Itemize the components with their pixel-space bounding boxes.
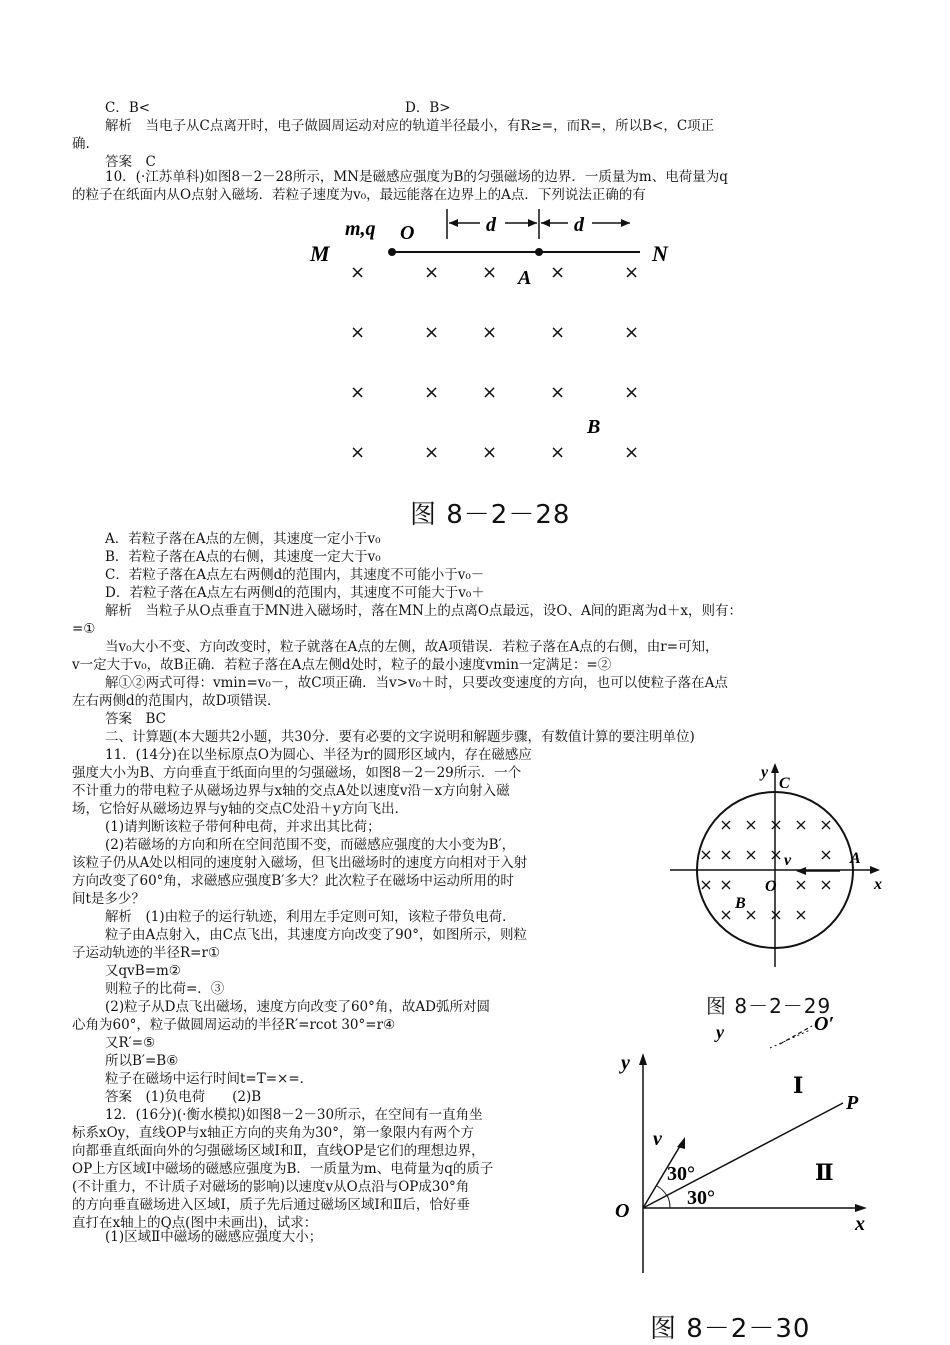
label-angle-30-lower: 30° <box>687 1187 715 1209</box>
field-cross: × <box>482 442 498 463</box>
field-cross: × <box>624 262 640 283</box>
q10-analysis-line: 当v₀大小不变、方向改变时，粒子就落在A点的左侧，故A项错误．若粒子落在A点的右侧，由r=可知， <box>105 639 719 655</box>
q11-stem-line: 11．(14分)在以坐标原点O为圆心、半径为r的圆形区域内，存在磁感应 <box>105 747 532 763</box>
q11-stem-line: 强度大小为B、方向垂直于纸面向里的匀强磁场，如图8－2－29所示．一个 <box>72 765 522 781</box>
field-cross: × <box>424 442 440 463</box>
label-c: C <box>779 775 790 792</box>
label-p: P <box>846 1092 859 1114</box>
q9-option-d: D．B> <box>405 100 451 116</box>
q12-stem-line: 向都垂直纸面向外的匀强磁场区域Ⅰ和Ⅱ，直线OP是它们的理想边界， <box>72 1143 485 1159</box>
field-cross: × <box>424 262 440 283</box>
point-a-dot <box>535 248 543 256</box>
q11-solution-line: (2)粒子从D点飞出磁场，速度方向改变了60°角，故AD弧所对圆 <box>105 999 490 1015</box>
q12-stem-line: 直打在x轴上的Q点(图中未画出)，试求： <box>72 1215 318 1231</box>
field-cross: × <box>624 382 640 403</box>
q12-stem-line: (不计重力，不计质子对磁场的影响)以速度v从O点沿与OP成30°角 <box>72 1179 470 1195</box>
q11-solution-line: 又qvB=m② <box>105 963 181 979</box>
q9-analysis-line: 确. <box>72 136 90 152</box>
q10-option-b: B．若粒子落在A点的右侧，其速度一定大于v₀ <box>105 549 381 565</box>
figure-caption: 图 8－2－28 <box>410 500 571 530</box>
figure-partial-strip <box>710 1008 860 1048</box>
q10-analysis-line: 解①②两式可得：vmin=v₀－，故C项正确．当v>v₀＋时，只要改变速度的方向，也可以使粒子落在A点 <box>105 675 728 691</box>
q10-answer: 答案 BC <box>105 711 167 727</box>
velocity-arrow <box>796 867 806 875</box>
field-cross: × <box>624 442 640 463</box>
figure-caption-partial: 图 8－2－29 <box>706 994 832 1018</box>
label-a: A <box>518 267 532 289</box>
q12-stem-line: 12．(16分)(·衡水模拟)如图8－2－30所示，在空间有一直角坐 <box>105 1107 483 1123</box>
field-cross: × <box>550 442 566 463</box>
label-y: y <box>621 1052 630 1074</box>
q10-analysis-line: 解析 当粒子从O点垂直于MN进入磁场时，落在MN上的点离O点最远，设O、A间的距离为d＋x，则有： <box>105 603 742 619</box>
q10-stem-line: 的粒子在纸面内从O点射入磁场．若粒子速度为v₀，最远能落在边界上的A点．下列说法正确的有 <box>72 187 646 203</box>
q11-stem-line: 场，它恰好从磁场边界与y轴的交点C处沿＋y方向飞出． <box>72 801 409 817</box>
field-cross: × <box>482 262 498 283</box>
q10-option-c: C．若粒子落在A点左右两侧d的范围内，其速度不可能小于v₀－ <box>105 567 485 583</box>
line-op <box>643 1103 843 1208</box>
q11-stem-line: (2)若磁场的方向和所在空间范围不变，而磁感应强度的大小变为B′， <box>105 837 516 853</box>
figure-8-2-28 <box>300 205 700 470</box>
field-cross: × <box>350 382 366 403</box>
q11-stem-line: (1)请判断该粒子带何种电荷，并求出其比荷； <box>105 819 381 835</box>
q10-analysis-line: v一定大于v₀，故B正确．若粒子落在A点左侧d处时，粒子的最小速度vmin一定满足：=② <box>72 657 612 673</box>
label-angle-30-upper: 30° <box>667 1163 695 1185</box>
label-y: y <box>761 764 769 781</box>
label-b: B <box>735 895 746 912</box>
label-o-prime: O′ <box>814 1013 835 1035</box>
label-v: v <box>784 852 792 869</box>
q10-analysis-line: =① <box>72 621 96 637</box>
q11-solution-line: 子运动轨迹的半径R=r① <box>72 945 221 961</box>
q9-analysis-line: 解析 当电子从C点离开时，电子做圆周运动对应的轨道半径最小，有R≥=，而R=，所以B<，C项正 <box>105 118 715 134</box>
label-a: A <box>850 850 861 867</box>
label-m: M <box>310 241 330 266</box>
label-v: v <box>653 1128 662 1150</box>
field-cross: × <box>550 262 566 283</box>
q11-stem-line: 间t是多少？ <box>72 891 145 907</box>
field-cross: × <box>350 442 366 463</box>
label-mq: m,q <box>345 218 376 240</box>
label-b: B <box>587 416 601 438</box>
figure-8-2-29 <box>660 755 900 970</box>
figure-caption: 图 8－2－30 <box>650 1314 811 1344</box>
field-cross: × <box>350 322 366 343</box>
label-o: O <box>765 878 777 895</box>
label-x: x <box>874 876 882 893</box>
q10-option-a: A．若粒子落在A点的左侧，其速度一定小于v₀ <box>105 531 381 547</box>
field-cross: × <box>424 322 440 343</box>
q11-stem-line: 方向改变了60°角，求磁感应强度B′多大？此次粒子在磁场中运动所用的时 <box>72 873 514 889</box>
label-region-i: Ⅰ <box>793 1073 804 1099</box>
q10-option-d: D．若粒子落在A点左右两侧d的范围内，其速度不可能大于v₀＋ <box>105 585 485 601</box>
section-heading: 二、计算题(本大题共2小题，共30分．要有必要的文字说明和解题步骤，有数值计算的要注明单位) <box>105 729 695 745</box>
q11-stem-line: 不计重力的带电粒子从磁场边界与x轴的交点A处以速度v沿－x方向射入磁 <box>72 783 510 799</box>
label-y-partial: y <box>716 1022 724 1042</box>
q11-solution-line: 则粒子的比荷=．③ <box>105 981 225 997</box>
q10-stem-line: 10．(·江苏单科)如图8－2－28所示，MN是磁感应强度为B的匀强磁场的边界．一质量为m、电荷量为q <box>105 169 728 185</box>
q10-analysis-line: 左右两侧d的范围内，故D项错误． <box>72 693 281 709</box>
q11-solution-line: 解析 (1)由粒子的运行轨迹，利用左手定则可知，该粒子带负电荷． <box>105 909 516 925</box>
figure-8-2-30 <box>605 1045 885 1280</box>
point-o-dot <box>388 248 396 256</box>
q11-solution-line: 又R′=⑤ <box>105 1035 156 1051</box>
q9-option-c: C．B< <box>105 100 151 116</box>
label-o: O <box>615 1200 630 1222</box>
field-cross: × <box>482 322 498 343</box>
field-cross: × <box>550 382 566 403</box>
q12-stem-line: 标系xOy，直线OP与x轴正方向的夹角为30°，第一象限内有两个方 <box>72 1125 474 1141</box>
q11-answer: 答案 (1)负电荷 (2)B <box>105 1089 262 1105</box>
field-cross: × <box>624 322 640 343</box>
q11-solution-line: 粒子由A点射入，由C点飞出，其速度方向改变了90°，如图所示，则粒 <box>105 927 528 943</box>
field-cross: × <box>482 382 498 403</box>
label-d-left: d <box>486 214 496 236</box>
field-cross: × <box>550 322 566 343</box>
label-x: x <box>855 1213 865 1235</box>
label-o: O <box>400 222 415 244</box>
label-n: N <box>652 241 668 266</box>
q11-solution-line: 粒子在磁场中运行时间t=T=×=． <box>105 1071 314 1087</box>
field-cross: × <box>350 262 366 283</box>
q11-solution-line: 所以B′=B⑥ <box>105 1053 179 1069</box>
label-region-ii: Ⅱ <box>815 1160 834 1186</box>
q12-question: (1)区域Ⅱ中磁场的磁感应强度大小； <box>105 1229 323 1245</box>
q11-solution-line: 心角为60°，粒子做圆周运动的半径R′=rcot 30°=r④ <box>72 1017 396 1033</box>
field-cross: × <box>424 382 440 403</box>
label-d-right: d <box>574 214 584 236</box>
q11-stem-line: 该粒子仍从A处以相同的速度射入磁场，但飞出磁场时的速度方向相对于入射 <box>72 855 528 871</box>
q9-answer: 答案 C <box>105 154 156 170</box>
q12-stem-line: OP上方区域Ⅰ中磁场的磁感应强度为B．一质量为m、电荷量为q的质子 <box>72 1161 494 1177</box>
q12-stem-line: 的方向垂直磁场进入区域Ⅰ，质子先后通过磁场区域Ⅰ和Ⅱ后，恰好垂 <box>72 1197 470 1213</box>
velocity-arrow <box>677 1137 685 1149</box>
